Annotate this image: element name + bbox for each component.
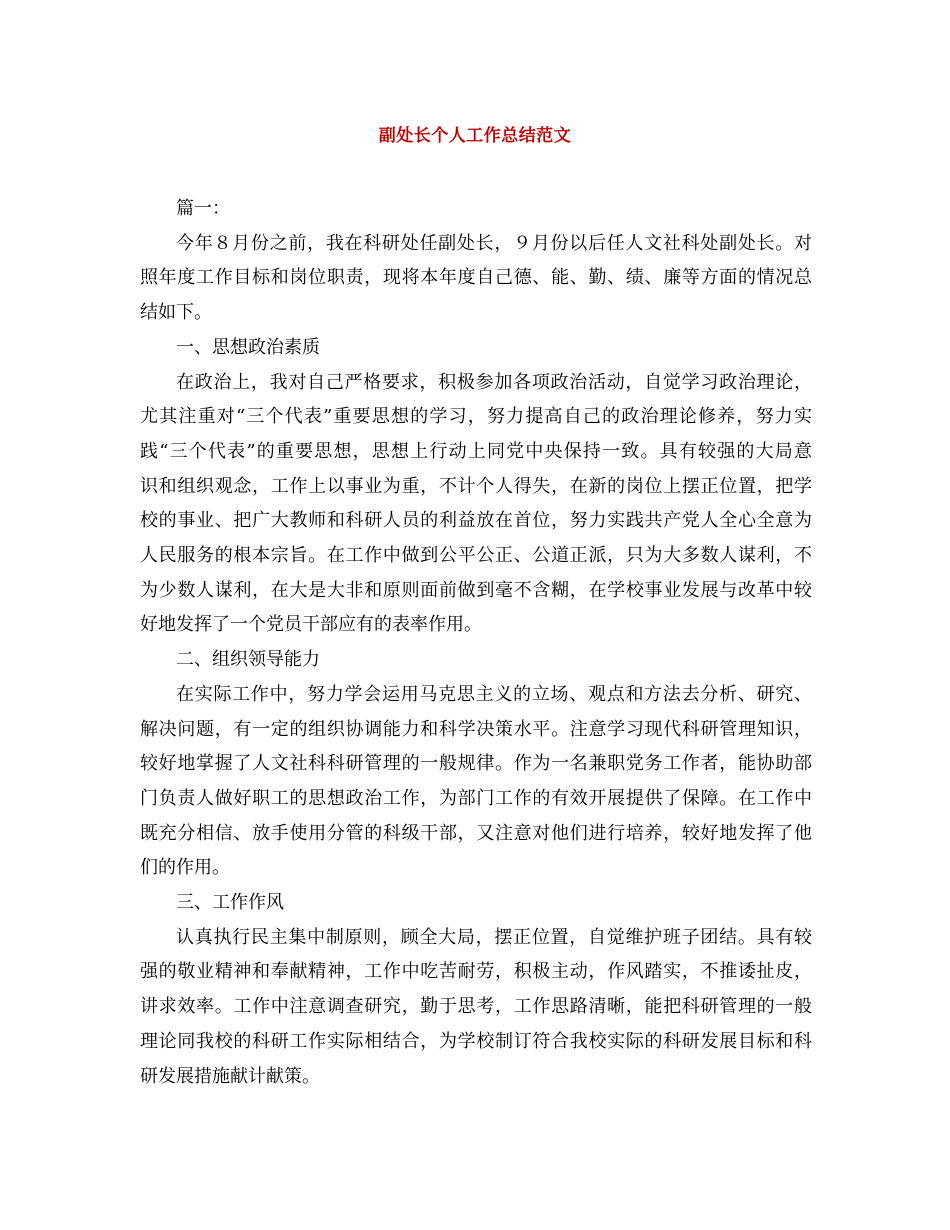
section-heading: 一、思想政治素质: [176, 336, 320, 358]
paragraph-line: 既充分相信、放手使用分管的科级干部，又注意对他们进行培养，较好地发挥了他: [140, 822, 812, 844]
paragraph-line: 强的敬业精神和奉献精神，工作中吃苦耐劳，积极主动，作风踏实，不推诿扯皮，: [140, 961, 812, 983]
paragraph-line: 人民服务的根本宗旨。在工作中做到公平公正、公道正派，只为大多数人谋利，不: [140, 545, 812, 567]
paragraph-line: 研发展措施献计献策。: [140, 1065, 320, 1087]
paragraph-line: 照年度工作目标和岗位职责，现将本年度自己德、能、勤、绩、廉等方面的情况总: [140, 267, 812, 289]
paragraph-line: 们的作用。: [140, 857, 230, 879]
paragraph-line: 门负责人做好职工的思想政治工作，为部门工作的有效开展提供了保障。在工作中: [140, 787, 812, 809]
section-paragraph: [140, 366, 812, 644]
section-paragraph: [140, 921, 812, 1095]
document-title: 副处长个人工作总结范文: [378, 126, 572, 146]
paragraph-line: 讲求效率。工作中注意调查研究，勤于思考，工作思路清晰，能把科研管理的一般: [140, 996, 812, 1018]
document-label: 篇一：: [176, 198, 230, 219]
paragraph-line: 较好地掌握了人文社科科研管理的一般规律。作为一名兼职党务工作者，能协助部: [140, 753, 812, 775]
section-heading: 二、组织领导能力: [176, 649, 320, 671]
paragraph-line: 为少数人谋利，在大是大非和原则面前做到毫不含糊，在学校事业发展与改革中较: [140, 579, 812, 601]
paragraph-line: 识和组织观念，工作上以事业为重，不计个人得失，在新的岗位上摆正位置，把学: [140, 475, 812, 497]
paragraph-line: 校的事业、把广大教师和科研人员的利益放在首位，努力实践共产党人全心全意为: [140, 510, 812, 532]
paragraph-line: 认真执行民主集中制原则，顾全大局，摆正位置，自觉维护班子团结。具有较: [176, 926, 812, 948]
paragraph-line: 今年８月份之前，我在科研处任副处长，９月份以后任人文社科处副处长。对: [176, 232, 812, 254]
section-paragraph: [140, 678, 812, 886]
paragraph-line: 在实际工作中，努力学会运用马克思主义的立场、观点和方法去分析、研究、: [176, 683, 812, 705]
paragraph-line: 结如下。: [140, 302, 212, 324]
paragraph-line: 解决问题，有一定的组织协调能力和科学决策水平。注意学习现代科研管理知识，: [140, 718, 812, 740]
intro-paragraph: [140, 227, 812, 331]
paragraph-line: 理论同我校的科研工作实际相结合，为学校制订符合我校实际的科研发展目标和科: [140, 1030, 812, 1052]
paragraph-line: 尤其注重对“三个代表”重要思想的学习，努力提高自己的政治理论修养，努力实: [140, 406, 812, 428]
document-body: [140, 192, 812, 1094]
paragraph-line: 在政治上，我对自己严格要求，积极参加各项政治活动，自觉学习政治理论，: [176, 371, 812, 393]
paragraph-line: 践“三个代表”的重要思想，思想上行动上同党中央保持一致。具有较强的大局意: [140, 440, 812, 462]
paragraph-line: 好地发挥了一个党员干部应有的表率作用。: [140, 614, 482, 636]
section-heading: 三、工作作风: [176, 892, 284, 914]
